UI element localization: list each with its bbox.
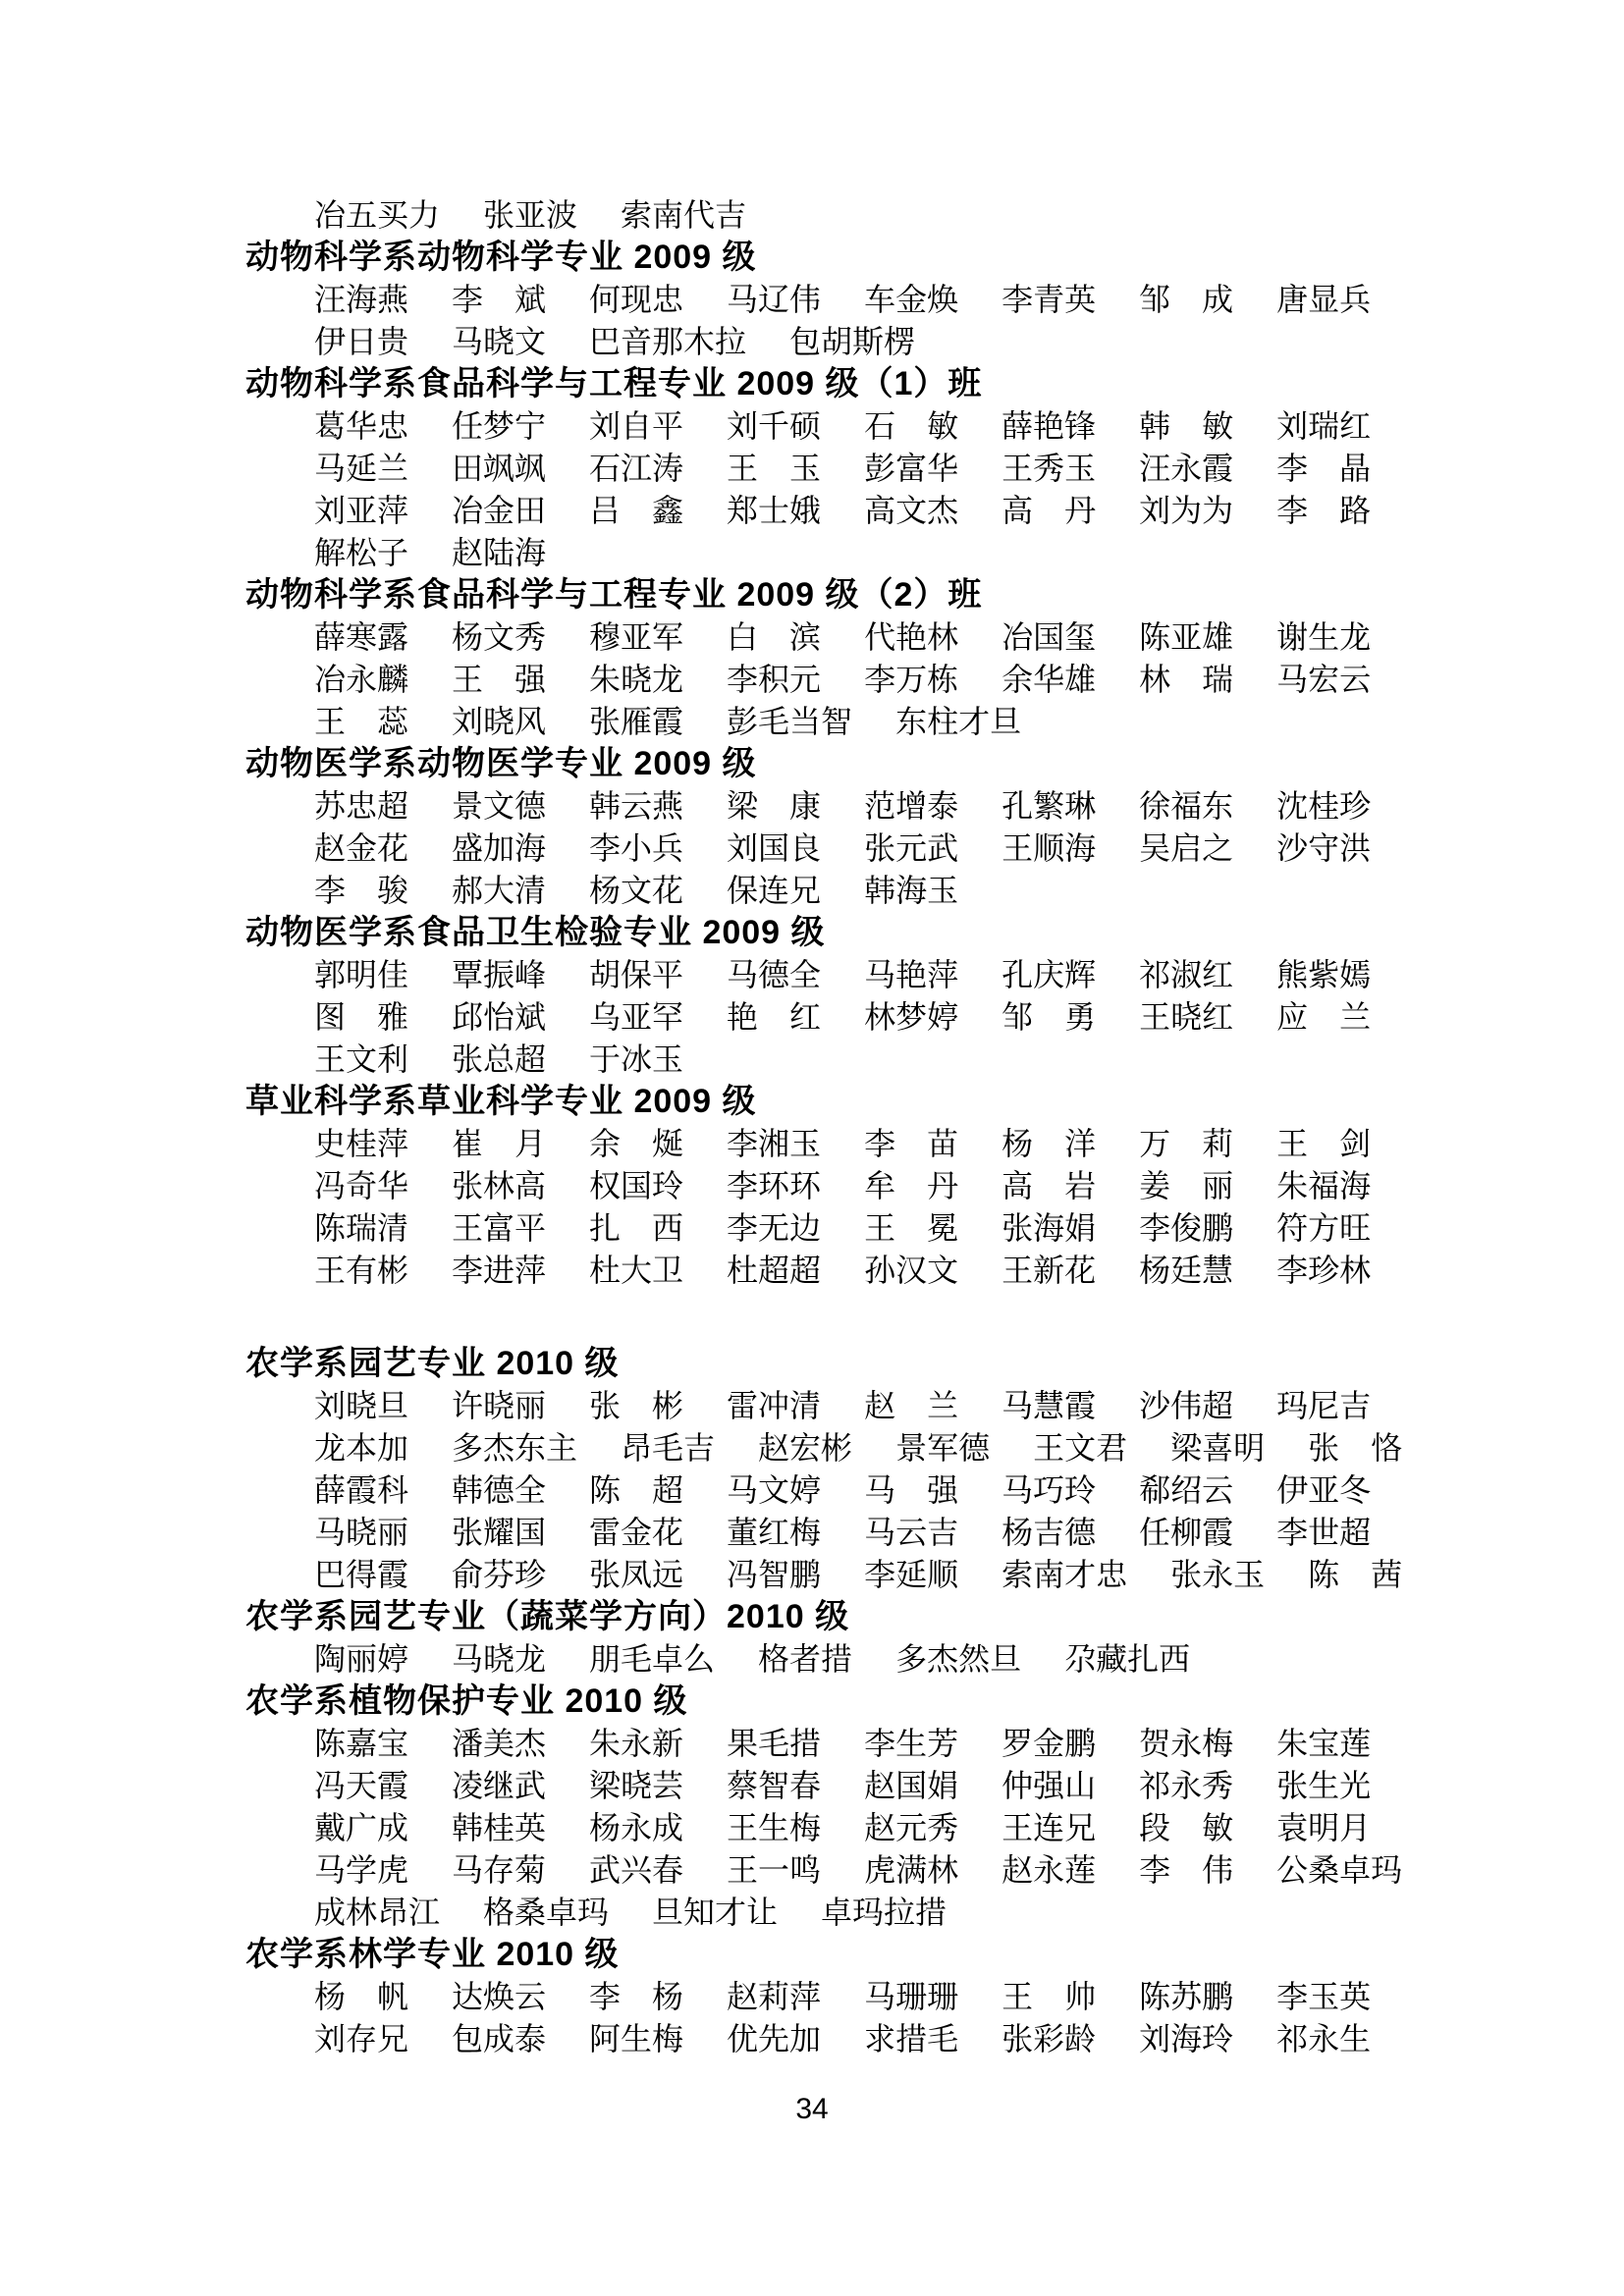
student-name: 王文君 (1033, 1430, 1128, 1466)
student-name: 朱宝莲 (1276, 1726, 1372, 1761)
section-heading: 动物医学系食品卫生检验专业 2009 级 (245, 914, 826, 951)
name-row (314, 1554, 1624, 1596)
student-name: 韩桂英 (452, 1810, 547, 1845)
student-name: 韩 敏 (1139, 408, 1234, 444)
student-name: 张海娟 (1001, 1210, 1097, 1246)
student-name: 梁 康 (727, 788, 822, 824)
student-name: 马德全 (727, 957, 822, 992)
student-name: 袁明月 (1276, 1810, 1372, 1845)
student-name: 孙汉文 (864, 1253, 959, 1288)
student-name: 李 斌 (452, 282, 547, 317)
student-name: 邱怡斌 (452, 999, 547, 1035)
section-heading: 草业科学系草业科学专业 2009 级 (245, 1083, 757, 1120)
name-row (314, 1892, 1624, 1934)
student-name: 薛霞科 (314, 1472, 409, 1508)
student-name: 符方旺 (1276, 1210, 1372, 1246)
student-name: 郭明佳 (314, 957, 409, 992)
name-row (314, 870, 1624, 912)
student-name: 赵国娟 (864, 1768, 959, 1803)
section-heading: 农学系园艺专业 2010 级 (245, 1345, 620, 1382)
student-name: 权国玲 (589, 1168, 684, 1203)
student-name: 朱福海 (1276, 1168, 1372, 1203)
student-name: 李 苗 (864, 1126, 959, 1161)
student-name: 陈嘉宝 (314, 1726, 409, 1761)
student-name: 张林高 (452, 1168, 547, 1203)
student-name: 杜超超 (727, 1253, 822, 1288)
student-name: 冶永麟 (314, 662, 409, 697)
student-name: 田飒飒 (452, 451, 547, 486)
name-row (314, 828, 1624, 870)
student-name: 赵宏彬 (758, 1430, 853, 1466)
student-name: 王生梅 (727, 1810, 822, 1845)
student-name: 邹 成 (1139, 282, 1234, 317)
student-name: 马 强 (864, 1472, 959, 1508)
student-name: 果毛措 (727, 1726, 822, 1761)
student-name: 吴启之 (1139, 830, 1234, 866)
student-name: 马晓文 (452, 324, 547, 359)
student-name: 马宏云 (1276, 662, 1372, 697)
student-name: 李 骏 (314, 873, 409, 908)
name-row (314, 1250, 1624, 1292)
student-name: 张彩龄 (1001, 2021, 1097, 2056)
name-row (314, 1807, 1624, 1849)
document-body (0, 194, 1624, 2060)
student-name: 阿生梅 (589, 2021, 684, 2056)
student-name: 陶丽婷 (314, 1641, 409, 1677)
student-name: 俞芬珍 (452, 1557, 547, 1592)
student-name: 刘海玲 (1139, 2021, 1234, 2056)
student-name: 薛寒露 (314, 619, 409, 655)
student-name: 艳 红 (727, 999, 822, 1035)
name-row (314, 1207, 1624, 1250)
student-name: 马云吉 (864, 1515, 959, 1550)
student-name: 余 烻 (589, 1126, 684, 1161)
student-name: 梁喜明 (1170, 1430, 1266, 1466)
student-name: 冶国玺 (1001, 619, 1097, 655)
student-name: 达焕云 (452, 1979, 547, 2014)
student-name: 景文德 (452, 788, 547, 824)
student-name: 马晓龙 (452, 1641, 547, 1677)
student-name: 张亚波 (483, 197, 578, 233)
student-name: 格者措 (758, 1641, 853, 1677)
name-row (314, 1469, 1624, 1512)
student-name: 李延顺 (864, 1557, 959, 1592)
student-name: 保连兄 (727, 873, 822, 908)
student-name: 王晓红 (1139, 999, 1234, 1035)
student-name: 范增泰 (864, 788, 959, 824)
student-name: 刘国良 (727, 830, 822, 866)
student-name: 祁永秀 (1139, 1768, 1234, 1803)
section-heading: 动物科学系动物科学专业 2009 级 (245, 239, 757, 276)
student-name: 沙守洪 (1276, 830, 1372, 866)
student-name: 卓玛拉措 (821, 1895, 947, 1930)
student-name: 汪海燕 (314, 282, 409, 317)
name-row (314, 405, 1624, 448)
student-name: 杨永成 (589, 1810, 684, 1845)
student-name: 冶五买力 (314, 197, 441, 233)
name-row (314, 1427, 1624, 1469)
student-name: 伊亚冬 (1276, 1472, 1372, 1508)
student-name: 李进萍 (452, 1253, 547, 1288)
student-name: 韩云燕 (589, 788, 684, 824)
student-name: 郗绍云 (1139, 1472, 1234, 1508)
student-name: 扎 西 (589, 1210, 684, 1246)
student-name: 昂毛吉 (621, 1430, 716, 1466)
student-name: 李珍林 (1276, 1253, 1372, 1288)
student-name: 张雁霞 (589, 704, 684, 739)
student-name: 梁晓芸 (589, 1768, 684, 1803)
student-name: 孔庆辉 (1001, 957, 1097, 992)
student-name: 任柳霞 (1139, 1515, 1234, 1550)
student-name: 王顺海 (1001, 830, 1097, 866)
student-name: 王 玉 (727, 451, 822, 486)
student-name: 杨文花 (589, 873, 684, 908)
section-heading: 动物科学系食品科学与工程专业 2009 级（1）班 (245, 365, 983, 402)
student-name: 孔繁琳 (1001, 788, 1097, 824)
student-name: 沙伟超 (1139, 1388, 1234, 1423)
student-name: 邹 勇 (1001, 999, 1097, 1035)
student-name: 张元武 (864, 830, 959, 866)
student-name: 王 冕 (864, 1210, 959, 1246)
student-name: 韩海玉 (864, 873, 959, 908)
student-name: 伊日贵 (314, 324, 409, 359)
student-name: 熊紫嫣 (1276, 957, 1372, 992)
student-name: 索南代吉 (621, 197, 747, 233)
section-heading: 农学系植物保护专业 2010 级 (245, 1682, 688, 1720)
student-name: 龙本加 (314, 1430, 409, 1466)
student-name: 马辽伟 (727, 282, 822, 317)
student-name: 张永玉 (1170, 1557, 1266, 1592)
student-name: 朋毛卓么 (589, 1641, 716, 1677)
name-row (314, 659, 1624, 701)
student-name: 马珊珊 (864, 1979, 959, 2014)
student-name: 万 莉 (1139, 1126, 1234, 1161)
section-heading: 动物医学系动物医学专业 2009 级 (245, 745, 757, 782)
student-name: 格桑卓玛 (483, 1895, 610, 1930)
name-row (314, 1165, 1624, 1207)
student-name: 张生光 (1276, 1768, 1372, 1803)
section-heading: 农学系林学专业 2010 级 (245, 1936, 620, 1973)
section-gap (0, 1292, 1624, 1343)
student-name: 张耀国 (452, 1515, 547, 1550)
student-name: 李 路 (1276, 493, 1372, 528)
student-name: 冯智鹏 (727, 1557, 822, 1592)
student-name: 马存菊 (452, 1852, 547, 1888)
student-name: 刘晓风 (452, 704, 547, 739)
student-name: 覃振峰 (452, 957, 547, 992)
student-name: 刘瑞红 (1276, 408, 1372, 444)
student-name: 林 瑞 (1139, 662, 1234, 697)
student-name: 张凤远 (589, 1557, 684, 1592)
student-name: 沈桂珍 (1276, 788, 1372, 824)
student-name: 陈 超 (589, 1472, 684, 1508)
student-name: 解松子 (314, 535, 409, 570)
student-name: 薛艳锋 (1001, 408, 1097, 444)
student-name: 虎满林 (864, 1852, 959, 1888)
student-name: 余华雄 (1001, 662, 1097, 697)
student-name: 彭毛当智 (727, 704, 853, 739)
student-name: 马晓丽 (314, 1515, 409, 1550)
name-row (314, 448, 1624, 490)
student-name: 杨文秀 (452, 619, 547, 655)
name-row (314, 954, 1624, 996)
student-name: 马艳萍 (864, 957, 959, 992)
student-name: 赵莉萍 (727, 1979, 822, 2014)
student-name: 郑士娥 (727, 493, 822, 528)
student-name: 罗金鹏 (1001, 1726, 1097, 1761)
student-name: 穆亚军 (589, 619, 684, 655)
student-name: 姜 丽 (1139, 1168, 1234, 1203)
student-name: 李小兵 (589, 830, 684, 866)
student-name: 汪永霞 (1139, 451, 1234, 486)
student-name: 尕藏扎西 (1064, 1641, 1191, 1677)
name-row (314, 279, 1624, 321)
student-name: 张总超 (452, 1041, 547, 1077)
student-name: 段 敏 (1139, 1810, 1234, 1845)
student-name: 石江涛 (589, 451, 684, 486)
student-name: 刘晓旦 (314, 1388, 409, 1423)
student-name: 胡保平 (589, 957, 684, 992)
student-name: 史桂萍 (314, 1126, 409, 1161)
student-name: 王文利 (314, 1041, 409, 1077)
student-name: 武兴春 (589, 1852, 684, 1888)
student-name: 成林昂江 (314, 1895, 441, 1930)
student-name: 陈 茜 (1308, 1557, 1403, 1592)
student-name: 李万栋 (864, 662, 959, 697)
student-name: 王连兄 (1001, 1810, 1097, 1845)
student-name: 杨廷慧 (1139, 1253, 1234, 1288)
student-name: 李生芳 (864, 1726, 959, 1761)
name-row (314, 490, 1624, 532)
student-name: 车金焕 (864, 282, 959, 317)
student-name: 王秀玉 (1001, 451, 1097, 486)
student-name: 王新花 (1001, 1253, 1097, 1288)
student-name: 贺永梅 (1139, 1726, 1234, 1761)
student-name: 高文杰 (864, 493, 959, 528)
student-name: 高 岩 (1001, 1168, 1097, 1203)
student-name: 王富平 (452, 1210, 547, 1246)
student-name: 雷金花 (589, 1515, 684, 1550)
student-name: 冯天霞 (314, 1768, 409, 1803)
student-name: 刘亚萍 (314, 493, 409, 528)
student-name: 赵 兰 (864, 1388, 959, 1423)
name-row (314, 321, 1624, 363)
student-name: 李玉英 (1276, 1979, 1372, 2014)
student-name: 优先加 (727, 2021, 822, 2056)
student-name: 刘为为 (1139, 493, 1234, 528)
student-name: 祁淑红 (1139, 957, 1234, 992)
student-name: 李 伟 (1139, 1852, 1234, 1888)
student-name: 马延兰 (314, 451, 409, 486)
student-name: 多杰东主 (452, 1430, 578, 1466)
student-name: 马巧玲 (1001, 1472, 1097, 1508)
section-heading: 动物科学系食品科学与工程专业 2009 级（2）班 (245, 576, 983, 614)
student-name: 何现忠 (589, 282, 684, 317)
name-row (314, 701, 1624, 743)
student-name: 杨 帆 (314, 1979, 409, 2014)
student-name: 刘千硕 (727, 408, 822, 444)
student-name: 戴广成 (314, 1810, 409, 1845)
student-name: 王 强 (452, 662, 547, 697)
student-name: 李无边 (727, 1210, 822, 1246)
student-name: 韩德全 (452, 1472, 547, 1508)
student-name: 杨吉德 (1001, 1515, 1097, 1550)
student-name: 杜大卫 (589, 1253, 684, 1288)
student-name: 赵永莲 (1001, 1852, 1097, 1888)
student-name: 李湘玉 (727, 1126, 822, 1161)
student-name: 冯奇华 (314, 1168, 409, 1203)
student-name: 张 彬 (589, 1388, 684, 1423)
student-name: 陈瑞清 (314, 1210, 409, 1246)
student-name: 陈苏鹏 (1139, 1979, 1234, 2014)
name-row (314, 1512, 1624, 1554)
name-row (314, 2018, 1624, 2060)
name-row (314, 1976, 1624, 2018)
student-name: 谢生龙 (1276, 619, 1372, 655)
student-name: 蔡智春 (727, 1768, 822, 1803)
section-heading: 农学系园艺专业（蔬菜学方向）2010 级 (245, 1598, 850, 1635)
student-name: 玛尼吉 (1276, 1388, 1372, 1423)
student-name: 朱晓龙 (589, 662, 684, 697)
name-row (314, 1385, 1624, 1427)
student-name: 徐福东 (1139, 788, 1234, 824)
student-name: 赵元秀 (864, 1810, 959, 1845)
student-name: 吕 鑫 (589, 493, 684, 528)
student-name: 牟 丹 (864, 1168, 959, 1203)
student-name: 乌亚罕 (589, 999, 684, 1035)
student-name: 东柱才旦 (895, 704, 1022, 739)
name-row (314, 1765, 1624, 1807)
student-name: 包成泰 (452, 2021, 547, 2056)
student-name: 董红梅 (727, 1515, 822, 1550)
student-name: 任梦宁 (452, 408, 547, 444)
name-row (314, 1039, 1624, 1081)
student-name: 于冰玉 (589, 1041, 684, 1077)
name-row (314, 1638, 1624, 1681)
student-name: 王 蕊 (314, 704, 409, 739)
student-name: 凌继武 (452, 1768, 547, 1803)
student-name: 包胡斯楞 (789, 324, 916, 359)
student-name: 李俊鹏 (1139, 1210, 1234, 1246)
student-name: 许晓丽 (452, 1388, 547, 1423)
student-name: 刘存兄 (314, 2021, 409, 2056)
student-name: 唐显兵 (1276, 282, 1372, 317)
student-name: 景军德 (895, 1430, 991, 1466)
name-row (314, 194, 1624, 237)
student-name: 彭富华 (864, 451, 959, 486)
student-name: 苏忠超 (314, 788, 409, 824)
student-name: 王一鸣 (727, 1852, 822, 1888)
student-name: 李青英 (1001, 282, 1097, 317)
student-name: 求措毛 (864, 2021, 959, 2056)
student-name: 陈亚雄 (1139, 619, 1234, 655)
student-name: 赵陆海 (452, 535, 547, 570)
student-name: 图 雅 (314, 999, 409, 1035)
name-row (314, 1723, 1624, 1765)
student-name: 巴音那木拉 (589, 324, 747, 359)
name-row (314, 1123, 1624, 1165)
name-row (314, 616, 1624, 659)
student-name: 王有彬 (314, 1253, 409, 1288)
student-name: 张 恪 (1308, 1430, 1403, 1466)
student-name: 林梦婷 (864, 999, 959, 1035)
student-name: 杨 洋 (1001, 1126, 1097, 1161)
student-name: 王 帅 (1001, 1979, 1097, 2014)
student-name: 公桑卓玛 (1276, 1852, 1403, 1888)
student-name: 雷冲清 (727, 1388, 822, 1423)
student-name: 祁永生 (1276, 2021, 1372, 2056)
student-name: 石 敏 (864, 408, 959, 444)
student-name: 李世超 (1276, 1515, 1372, 1550)
student-name: 葛华忠 (314, 408, 409, 444)
student-name: 马慧霞 (1001, 1388, 1097, 1423)
student-name: 多杰然旦 (895, 1641, 1022, 1677)
student-name: 应 兰 (1276, 999, 1372, 1035)
student-name: 刘自平 (589, 408, 684, 444)
name-row (314, 1849, 1624, 1892)
student-name: 盛加海 (452, 830, 547, 866)
student-name: 索南才忠 (1001, 1557, 1128, 1592)
name-row (314, 996, 1624, 1039)
student-name: 李 晶 (1276, 451, 1372, 486)
student-name: 马文婷 (727, 1472, 822, 1508)
student-name: 李积元 (727, 662, 822, 697)
student-name: 马学虎 (314, 1852, 409, 1888)
student-name: 巴得霞 (314, 1557, 409, 1592)
student-name: 李环环 (727, 1168, 822, 1203)
name-row (314, 785, 1624, 828)
student-name: 崔 月 (452, 1126, 547, 1161)
student-name: 仲强山 (1001, 1768, 1097, 1803)
student-name: 王 剑 (1276, 1126, 1372, 1161)
student-name: 白 滨 (727, 619, 822, 655)
student-name: 李 杨 (589, 1979, 684, 2014)
student-name: 冶金田 (452, 493, 547, 528)
student-name: 旦知才让 (652, 1895, 779, 1930)
page-number: 34 (795, 2093, 829, 2125)
student-name: 朱永新 (589, 1726, 684, 1761)
student-name: 赵金花 (314, 830, 409, 866)
student-name: 潘美杰 (452, 1726, 547, 1761)
student-name: 郝大清 (452, 873, 547, 908)
student-name: 高 丹 (1001, 493, 1097, 528)
student-name: 代艳林 (864, 619, 959, 655)
name-row (314, 532, 1624, 574)
